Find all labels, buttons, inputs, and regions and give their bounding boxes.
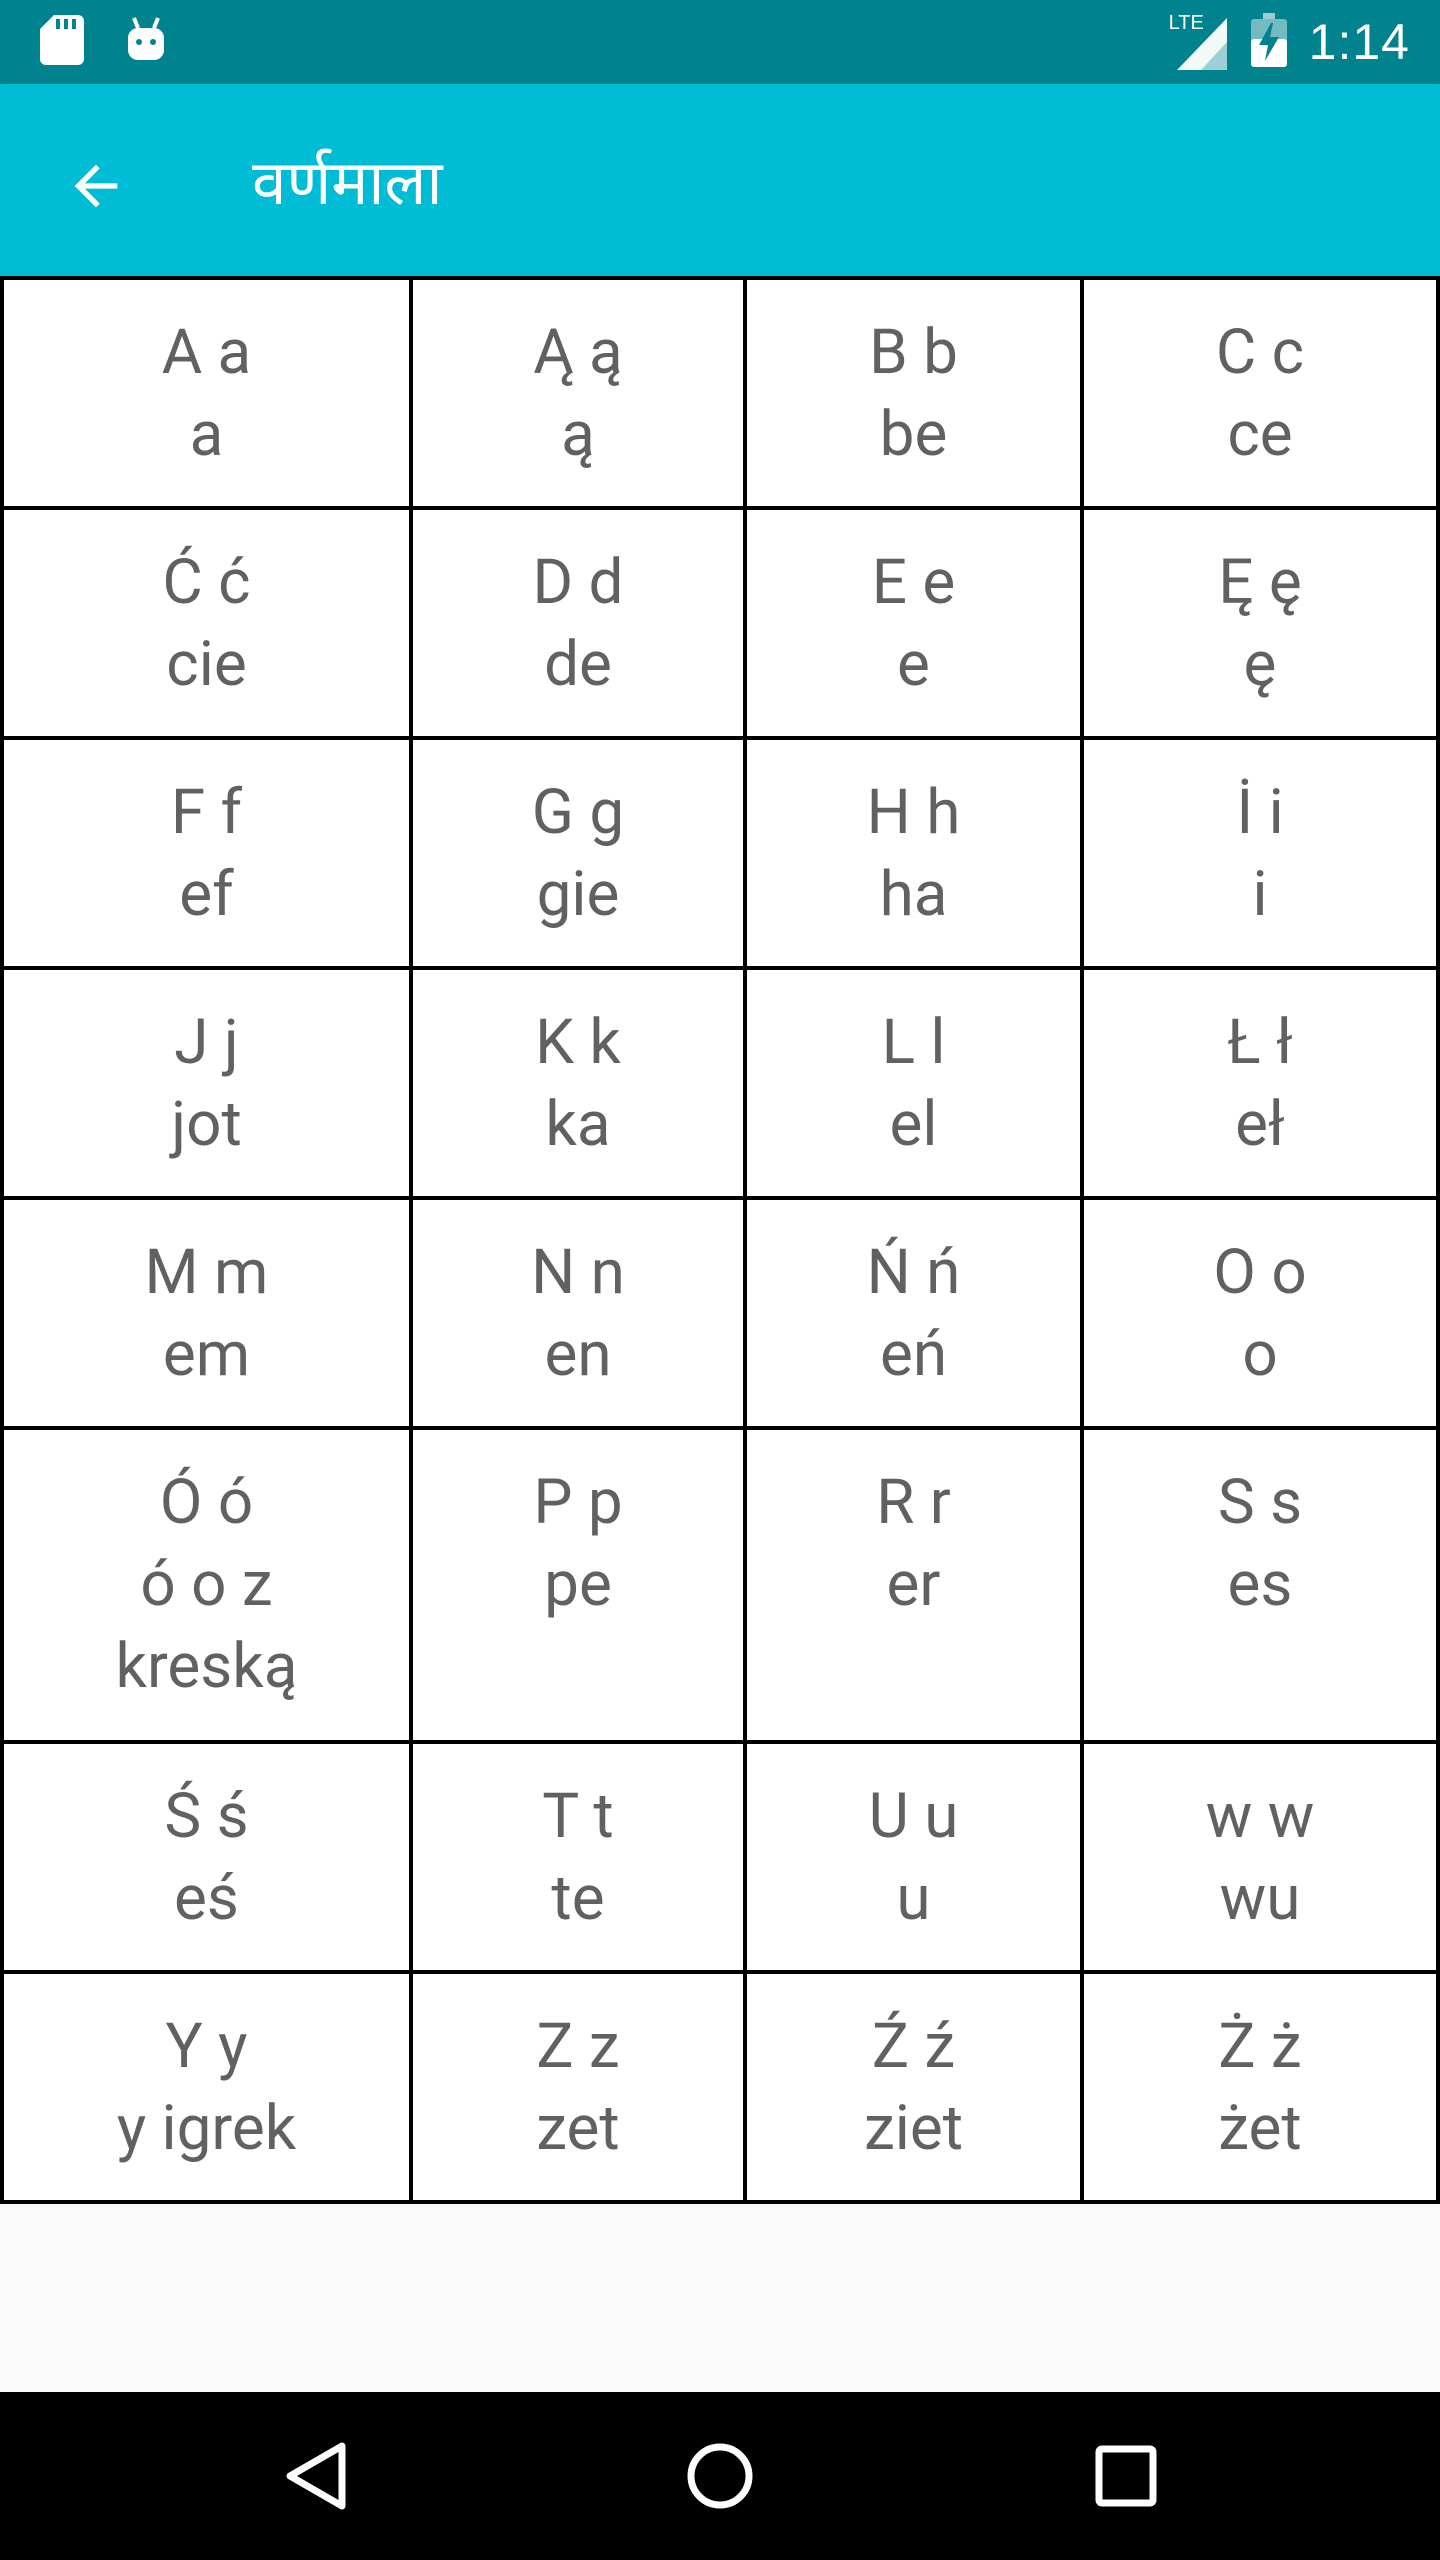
letter-cell[interactable]: [0, 736, 413, 970]
letter-glyph: B b: [869, 316, 958, 389]
letter-cell[interactable]: [1080, 1196, 1440, 1430]
letter-glyph: Ł ł: [1227, 1006, 1293, 1079]
letter-glyph: G g: [531, 776, 625, 849]
letter-name: er: [886, 1548, 941, 1621]
letter-cell[interactable]: [409, 736, 747, 970]
letter-glyph: Ń ń: [866, 1236, 961, 1309]
letter-cell[interactable]: [409, 1970, 747, 2204]
letter-glyph: R r: [876, 1466, 951, 1539]
letter-glyph: A a: [161, 316, 252, 389]
letter-name: a: [189, 398, 224, 471]
letter-name: żet: [1218, 2092, 1302, 2165]
letter-glyph: Z z: [536, 2010, 620, 2083]
letter-glyph: K k: [535, 1006, 621, 1079]
letter-cell[interactable]: [409, 1196, 747, 1430]
letter-cell[interactable]: [1080, 736, 1440, 970]
letter-cell[interactable]: [0, 1196, 413, 1430]
network-type-label: LTE: [1168, 12, 1204, 34]
letter-cell[interactable]: [0, 276, 413, 510]
letter-cell[interactable]: [1080, 506, 1440, 740]
letter-name: u: [896, 1862, 931, 1935]
letter-cell[interactable]: [1080, 966, 1440, 1200]
status-time: 1:14: [1308, 14, 1410, 70]
back-button[interactable]: [56, 146, 136, 226]
letter-name: ą: [561, 398, 595, 471]
letter-glyph: T t: [542, 1780, 614, 1853]
letter-glyph: E e: [871, 546, 956, 619]
letter-name: i: [1252, 858, 1268, 931]
letter-glyph: Ż ż: [1218, 2010, 1302, 2083]
page-title: वर्णमाला: [252, 147, 443, 220]
letter-name: ę: [1243, 628, 1277, 701]
letter-glyph: Ą ą: [533, 316, 623, 389]
letter-cell[interactable]: [409, 1740, 747, 1974]
letter-cell[interactable]: [743, 1426, 1084, 1744]
letter-name: e: [897, 628, 930, 701]
letter-glyph: L l: [881, 1006, 946, 1079]
battery-charging-icon: [1251, 13, 1287, 71]
letter-name: ó o z kreską: [115, 1548, 298, 1703]
letter-cell[interactable]: [743, 1970, 1084, 2204]
letter-name: zet: [536, 2092, 620, 2165]
letter-cell[interactable]: [1080, 276, 1440, 510]
letter-glyph: P p: [533, 1466, 623, 1539]
letter-glyph: F f: [170, 776, 243, 849]
letter-glyph: C c: [1215, 316, 1305, 389]
letter-cell[interactable]: [0, 506, 413, 740]
app-bar: [0, 84, 1440, 280]
triangle-back-icon: [284, 2441, 348, 2511]
android-debug-icon: [124, 16, 168, 68]
letter-cell[interactable]: [743, 276, 1084, 510]
letter-glyph: N n: [531, 1236, 625, 1309]
letter-name: el: [889, 1088, 938, 1161]
letter-glyph: O o: [1213, 1236, 1307, 1309]
letter-cell[interactable]: [1080, 1740, 1440, 1974]
circle-home-icon: [685, 2441, 755, 2511]
letter-name: ce: [1227, 398, 1293, 471]
letter-glyph: M m: [144, 1236, 269, 1309]
alphabet-grid: [0, 280, 1440, 2204]
letter-cell[interactable]: [743, 966, 1084, 1200]
status-bar: [0, 0, 1440, 84]
letter-glyph: D d: [532, 546, 624, 619]
letter-cell[interactable]: [0, 966, 413, 1200]
letter-cell[interactable]: [409, 966, 747, 1200]
navigation-bar: [0, 2392, 1440, 2560]
signal-lte-icon: [1169, 12, 1229, 72]
letter-name: es: [1227, 1548, 1293, 1621]
letter-name: ka: [545, 1088, 611, 1161]
sd-card-icon: [40, 15, 84, 69]
letter-cell[interactable]: [743, 736, 1084, 970]
letter-glyph: Ź ź: [871, 2010, 956, 2083]
letter-name: jot: [171, 1088, 242, 1161]
letter-name: pe: [544, 1548, 612, 1621]
letter-glyph: Ó ó: [159, 1466, 254, 1539]
letter-name: ef: [179, 858, 234, 931]
letter-cell[interactable]: [0, 1740, 413, 1974]
letter-cell[interactable]: [0, 1970, 413, 2204]
square-recents-icon: [1095, 2445, 1157, 2507]
letter-glyph: İ i: [1236, 776, 1284, 849]
letter-name: ziet: [864, 2092, 963, 2165]
letter-cell[interactable]: [743, 1740, 1084, 1974]
arrow-back-icon: [64, 154, 128, 218]
letter-name: gie: [536, 858, 620, 931]
letter-cell[interactable]: [409, 276, 747, 510]
letter-glyph: Ś ś: [164, 1780, 249, 1853]
letter-name: te: [551, 1862, 605, 1935]
letter-name: be: [879, 398, 948, 471]
letter-glyph: H h: [866, 776, 961, 849]
letter-glyph: Y y: [165, 2010, 248, 2083]
letter-name: eś: [174, 1862, 239, 1935]
letter-glyph: w w: [1205, 1780, 1315, 1853]
letter-name: en: [544, 1318, 612, 1391]
nav-home-button[interactable]: [680, 2436, 760, 2516]
letter-cell[interactable]: [1080, 1970, 1440, 2204]
letter-glyph: J j: [174, 1006, 239, 1079]
letter-cell[interactable]: [409, 1426, 747, 1744]
letter-glyph: U u: [868, 1780, 959, 1853]
letter-name: y igrek: [116, 2092, 297, 2165]
letter-name: cie: [166, 628, 247, 701]
letter-name: o: [1242, 1318, 1278, 1391]
letter-glyph: S s: [1217, 1466, 1303, 1539]
letter-cell[interactable]: [743, 1196, 1084, 1430]
letter-name: de: [544, 628, 612, 701]
letter-cell[interactable]: [0, 1426, 413, 1744]
letter-name: ha: [879, 858, 948, 931]
letter-cell[interactable]: [743, 506, 1084, 740]
letter-name: eł: [1235, 1088, 1285, 1161]
letter-glyph: Ę ę: [1218, 546, 1302, 619]
letter-cell[interactable]: [1080, 1426, 1440, 1744]
letter-cell[interactable]: [409, 506, 747, 740]
letter-name: wu: [1219, 1862, 1301, 1935]
nav-back-button[interactable]: [276, 2436, 356, 2516]
nav-recents-button[interactable]: [1086, 2436, 1166, 2516]
letter-glyph: Ć ć: [162, 546, 251, 619]
letter-name: eń: [879, 1318, 948, 1391]
letter-name: em: [162, 1318, 251, 1391]
